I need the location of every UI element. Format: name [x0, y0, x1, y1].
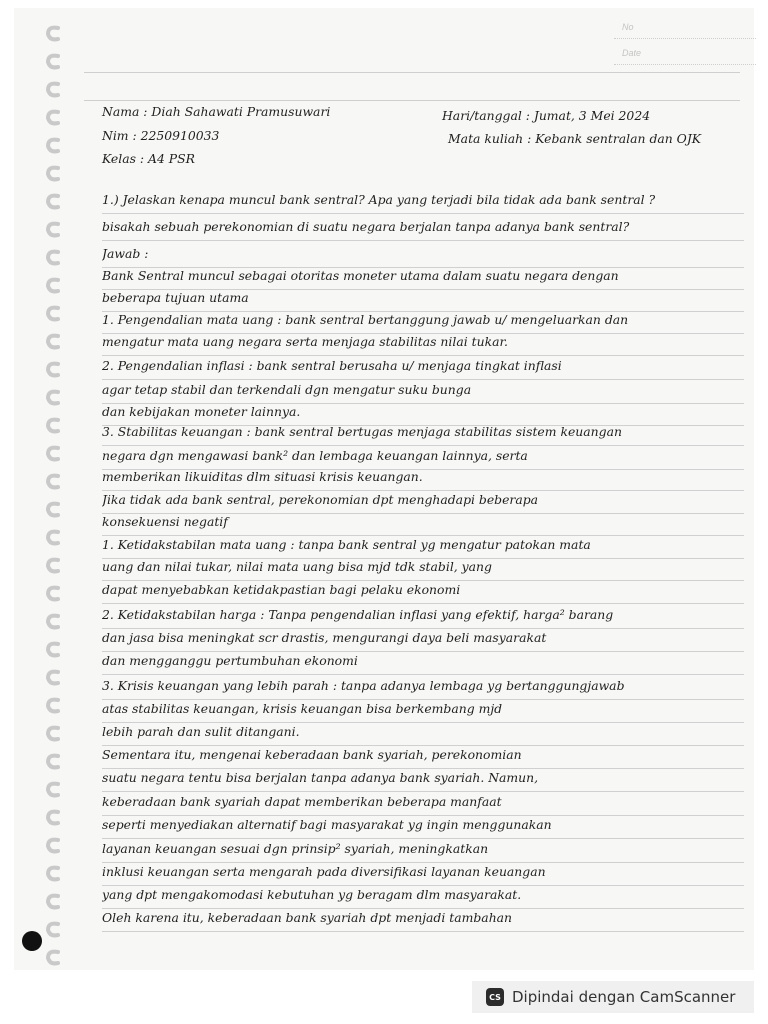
- binder-ring: [48, 140, 58, 152]
- text-line: negara dgn mengawasi bank² dan lembaga keuangan lainnya, serta: [102, 442, 744, 470]
- text-line: keberadaan bank syariah dapat memberikan beberapa manfaat: [102, 788, 744, 816]
- binder-ring: [48, 868, 58, 880]
- text-line: yang dpt mengakomodasi kebutuhan yg beragam dlm masyarakat.: [102, 881, 744, 909]
- binder-ring: [48, 196, 58, 208]
- binder-ring: [48, 476, 58, 488]
- student-nim: Nim : 2250910033: [102, 128, 220, 143]
- binder-ring: [48, 420, 58, 432]
- punch-hole-dot: [22, 931, 42, 951]
- text-line: memberikan likuiditas dlm situasi krisis keuangan.: [102, 463, 744, 491]
- binder-ring: [48, 616, 58, 628]
- camscanner-label: Dipindai dengan CamScanner: [512, 988, 736, 1006]
- camscanner-logo-icon: CS: [486, 988, 504, 1006]
- text-line: 1. Pengendalian mata uang : bank sentral bertanggung jawab u/ mengeluarkan dan: [102, 306, 744, 334]
- text-line: dan jasa bisa meningkat scr drastis, mengurangi daya beli masyarakat: [102, 624, 744, 652]
- top-rule: [84, 72, 740, 73]
- text-line: uang dan nilai tukar, nilai mata uang bisa mjd tdk stabil, yang: [102, 553, 744, 581]
- text-line: Jawab :: [102, 240, 744, 268]
- text-line: mengatur mata uang negara serta menjaga stabilitas nilai tukar.: [102, 328, 744, 356]
- course-name: Mata kuliah : Kebank sentralan dan OJK: [448, 131, 702, 146]
- header-date-rule: [614, 64, 756, 65]
- header-no-rule: [614, 38, 756, 39]
- binder-ring: [48, 364, 58, 376]
- binder-ring: [48, 308, 58, 320]
- text-line: lebih parah dan sulit ditangani.: [102, 718, 744, 746]
- text-line: dan kebijakan moneter lainnya.: [102, 398, 744, 426]
- text-line: Oleh karena itu, keberadaan bank syariah dpt menjadi tambahan: [102, 904, 744, 932]
- binder-ring: [48, 896, 58, 908]
- binder-ring: [48, 504, 58, 516]
- header-no-label: No: [622, 22, 634, 32]
- binder-ring: [48, 812, 58, 824]
- text-line: seperti menyediakan alternatif bagi masyarakat yg ingin menggunakan: [102, 811, 744, 839]
- binder-ring: [48, 952, 58, 964]
- day-date: Hari/tanggal : Jumat, 3 Mei 2024: [442, 108, 651, 123]
- binder-ring: [48, 700, 58, 712]
- binder-ring: [48, 168, 58, 180]
- text-line: dapat menyebabkan ketidakpastian bagi pelaku ekonomi: [102, 576, 744, 604]
- student-name: Nama : Diah Sahawati Pramusuwari: [102, 104, 331, 119]
- binder-ring: [48, 28, 58, 40]
- binder-ring: [48, 448, 58, 460]
- text-line: atas stabilitas keuangan, krisis keuangan bisa berkembang mjd: [102, 695, 744, 723]
- student-class: Kelas : A4 PSR: [102, 151, 195, 166]
- binder-ring: [48, 784, 58, 796]
- text-line: dan mengganggu pertumbuhan ekonomi: [102, 647, 744, 675]
- text-line: Sementara itu, mengenai keberadaan bank syariah, perekonomian: [102, 741, 744, 769]
- text-line: beberapa tujuan utama: [102, 284, 744, 312]
- text-line: 1. Ketidakstabilan mata uang : tanpa bank sentral yg mengatur patokan mata: [102, 531, 744, 559]
- binder-ring: [48, 728, 58, 740]
- binder-ring: [48, 672, 58, 684]
- binder-ring: [48, 924, 58, 936]
- text-line: 3. Stabilitas keuangan : bank sentral bertugas menjaga stabilitas sistem keuangan: [102, 418, 744, 446]
- binder-ring: [48, 840, 58, 852]
- text-line: Jika tidak ada bank sentral, perekonomian dpt menghadapi beberapa: [102, 486, 744, 514]
- binder-ring: [48, 56, 58, 68]
- binder-ring: [48, 756, 58, 768]
- binder-ring: [48, 336, 58, 348]
- text-line: konsekuensi negatif: [102, 508, 744, 536]
- text-line: 1.) Jelaskan kenapa muncul bank sentral? Apa yang terjadi bila tidak ada bank sentral ?: [102, 186, 744, 214]
- binder-ring: [48, 224, 58, 236]
- text-line: bisakah sebuah perekonomian di suatu negara berjalan tanpa adanya bank sentral?: [102, 213, 744, 241]
- text-line: layanan keuangan sesuai dgn prinsip² syariah, meningkatkan: [102, 835, 744, 863]
- text-line: 2. Pengendalian inflasi : bank sentral berusaha u/ menjaga tingkat inflasi: [102, 352, 744, 380]
- text-line: Bank Sentral muncul sebagai otoritas moneter utama dalam suatu negara dengan: [102, 262, 744, 290]
- binder-ring: [48, 392, 58, 404]
- binder-ring: [48, 532, 58, 544]
- text-line: 3. Krisis keuangan yang lebih parah : tanpa adanya lembaga yg bertanggungjawab: [102, 672, 744, 700]
- binder-ring: [48, 280, 58, 292]
- text-line: suatu negara tentu bisa berjalan tanpa adanya bank syariah. Namun,: [102, 764, 744, 792]
- binder-ring: [48, 560, 58, 572]
- text-line: inklusi keuangan serta mengarah pada diversifikasi layanan keuangan: [102, 858, 744, 886]
- binder-rings: [14, 8, 74, 970]
- header-date-label: Date: [622, 48, 642, 58]
- binder-ring: [48, 588, 58, 600]
- binder-ring: [48, 112, 58, 124]
- text-line: agar tetap stabil dan terkendali dgn mengatur suku bunga: [102, 376, 744, 404]
- binder-ring: [48, 252, 58, 264]
- top-rule: [84, 100, 740, 101]
- binder-ring: [48, 84, 58, 96]
- binder-ring: [48, 644, 58, 656]
- text-line: 2. Ketidakstabilan harga : Tanpa pengendalian inflasi yang efektif, harga² barang: [102, 601, 744, 629]
- notebook-page: [14, 8, 754, 970]
- camscanner-watermark: [472, 981, 754, 1013]
